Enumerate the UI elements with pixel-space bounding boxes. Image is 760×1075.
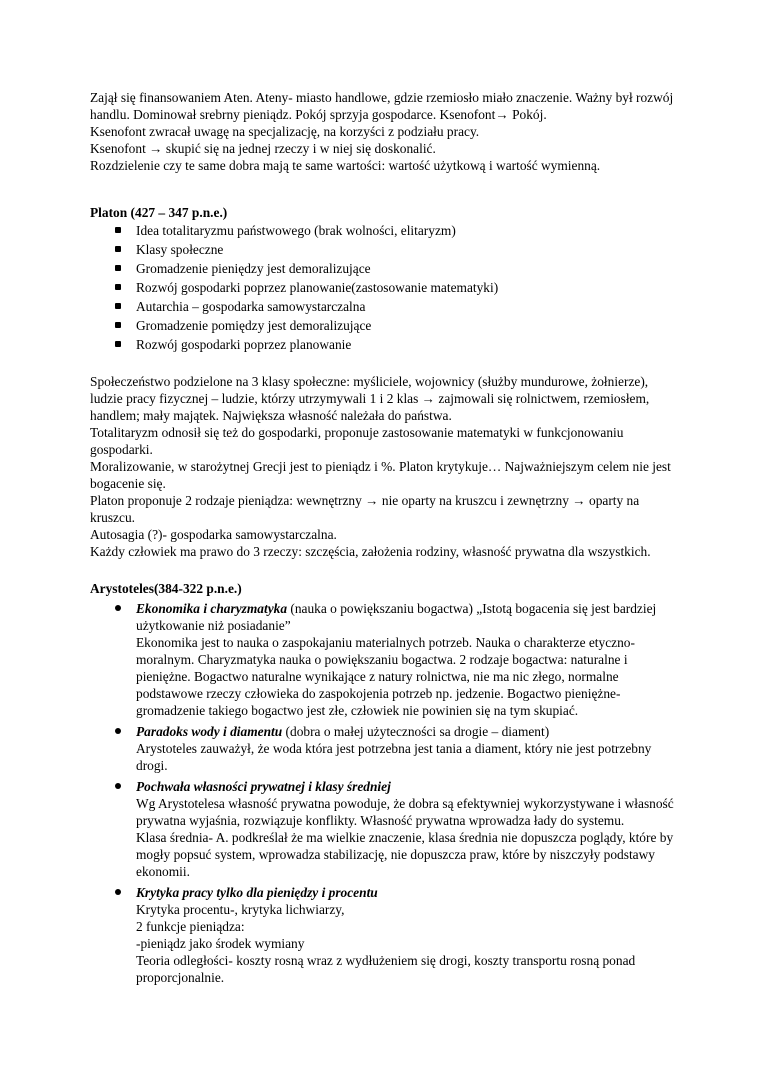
- platon-paragraph: Społeczeństwo podzielone na 3 klasy społeczne: myśliciele, wojownicy (służby mundurowe, żołnierze), ludzie pracy fizycznej – ludzie, którzy utrzymywali 1 i 2 klas → zajmowali się rolnictwem, rzemiosłem, handlem; mały majątek. Największa własność należała do państwa.: [90, 374, 650, 423]
- list-item: Rozwój gospodarki poprzez planowanie: [136, 335, 680, 354]
- item-title: Ekonomika i charyzmatyka: [136, 601, 288, 616]
- spacer: [90, 560, 680, 580]
- list-item: Rozwój gospodarki poprzez planowanie(zastosowanie matematyki): [136, 278, 680, 297]
- spacer: [90, 174, 680, 204]
- platon-bullet-list: [90, 221, 680, 354]
- item-title: Paradoks wody i diamentu: [136, 724, 283, 739]
- item-body: Krytyka procentu-, krytyka lichwiarzy,: [136, 902, 345, 917]
- list-item: Klasy społeczne: [136, 240, 680, 259]
- list-item: [136, 723, 680, 774]
- item-subtitle: (nauka o powiększaniu bogactwa) „Istotą bogacenia się jest bardziej użytkowanie niż posiadanie”: [136, 601, 657, 633]
- item-title: Pochwała własności prywatnej i klasy średniej: [136, 779, 391, 794]
- intro-paragraph-4: Rozdzielenie czy te same dobra mają te same wartości: wartość użytkową i wartość wymienną.: [90, 158, 601, 173]
- section-heading-arystoteles: Arystoteles(384-322 p.n.e.): [90, 581, 242, 596]
- platon-paragraph: Platon proponuje 2 rodzaje pieniądza: wewnętrzny → nie oparty na kruszcu i zewnętrzny → oparty na kruszcu.: [90, 493, 640, 525]
- spacer: [90, 354, 680, 373]
- item-body: Wg Arystotelesa własność prywatna powoduje, że dobra są efektywniej wykorzystywane i własność prywatna wyjaśnia, rozwiązuje konflikty. Własność prywatna wprowadza łady do systemu.: [136, 796, 674, 828]
- item-subtitle: (dobra o małej użyteczności sa drogie – diament): [282, 724, 550, 739]
- item-body: Klasa średnia- A. podkreślał że ma wielkie znaczenie, klasa średnia nie dopuszcza poglądy, które by mogły popsuć system, wprowadza stabilizację, nie dopuszcza praw, które by niszczyły podstawy ekonomii.: [136, 830, 674, 879]
- list-item: Gromadzenie pomiędzy jest demoralizujące: [136, 316, 680, 335]
- item-body: Ekonomika jest to nauka o zaspokajaniu materialnych potrzeb. Nauka o charakterze etyczno-moralnym. Charyzmatyka nauka o powiększaniu bogactwa. 2 rodzaje bogactwa: naturalne i pieniężne. Bogactwo naturalne wynikające z natury rolnictwa, nie ma nic złego, normalne podstawowe rzeczy człowieka do zaspokojenia potrzeb np. jedzenie. Bogactwo pieniężne- gromadzenie takiego bogactwo jest złe, człowiek nie powinien się na tym skupiać.: [136, 635, 635, 718]
- platon-paragraph: Totalitaryzm odnosił się też do gospodarki, proponuje zastosowanie matematyki w funkcjonowaniu gospodarki.: [90, 425, 624, 457]
- intro-paragraph-2: Ksenofont zwracał uwagę na specjalizację, na korzyści z podziału pracy.: [90, 124, 480, 139]
- item-body: 2 funkcje pieniądza:: [136, 919, 245, 934]
- item-body: Arystoteles zauważył, że woda która jest potrzebna jest tania a diament, który nie jest potrzebny drogi.: [136, 741, 652, 773]
- list-item: Idea totalitaryzmu państwowego (brak wolności, elitaryzm): [136, 221, 680, 240]
- platon-paragraph: Każdy człowiek ma prawo do 3 rzeczy: szczęścia, założenia rodziny, własność prywatna dla wszystkich.: [90, 544, 651, 559]
- list-item: [136, 778, 680, 880]
- section-heading-platon: Platon (427 – 347 p.n.e.): [90, 205, 228, 220]
- item-title: Krytyka pracy tylko dla pieniędzy i procentu: [136, 885, 378, 900]
- intro-paragraph-3: Ksenofont → skupić się na jednej rzeczy i w niej się doskonalić.: [90, 141, 436, 156]
- platon-paragraph: Autosagia (?)- gospodarka samowystarczalna.: [90, 527, 337, 542]
- intro-paragraph-1: Zajął się finansowaniem Aten. Ateny- miasto handlowe, gdzie rzemiosło miało znaczenie. Ważny był rozwój handlu. Dominował srebrny pieniądz. Pokój sprzyja gospodarce. Ksenofont→ Pokój.: [90, 90, 674, 122]
- list-item: Autarchia – gospodarka samowystarczalna: [136, 297, 680, 316]
- document-page: [90, 89, 680, 990]
- arystoteles-bullet-list: [90, 600, 680, 986]
- list-item: Gromadzenie pieniędzy jest demoralizujące: [136, 259, 680, 278]
- list-item: [136, 884, 680, 986]
- item-body: -pieniądz jako środek wymiany: [136, 936, 305, 951]
- item-body: Teoria odległości- koszty rosną wraz z wydłużeniem się drogi, koszty transportu rosną ponad proporcjonalnie.: [136, 953, 636, 985]
- platon-paragraph: Moralizowanie, w starożytnej Grecji jest to pieniądz i %. Platon krytykuje… Najważniejszym celem nie jest bogacenie się.: [90, 459, 671, 491]
- list-item: [136, 600, 680, 719]
